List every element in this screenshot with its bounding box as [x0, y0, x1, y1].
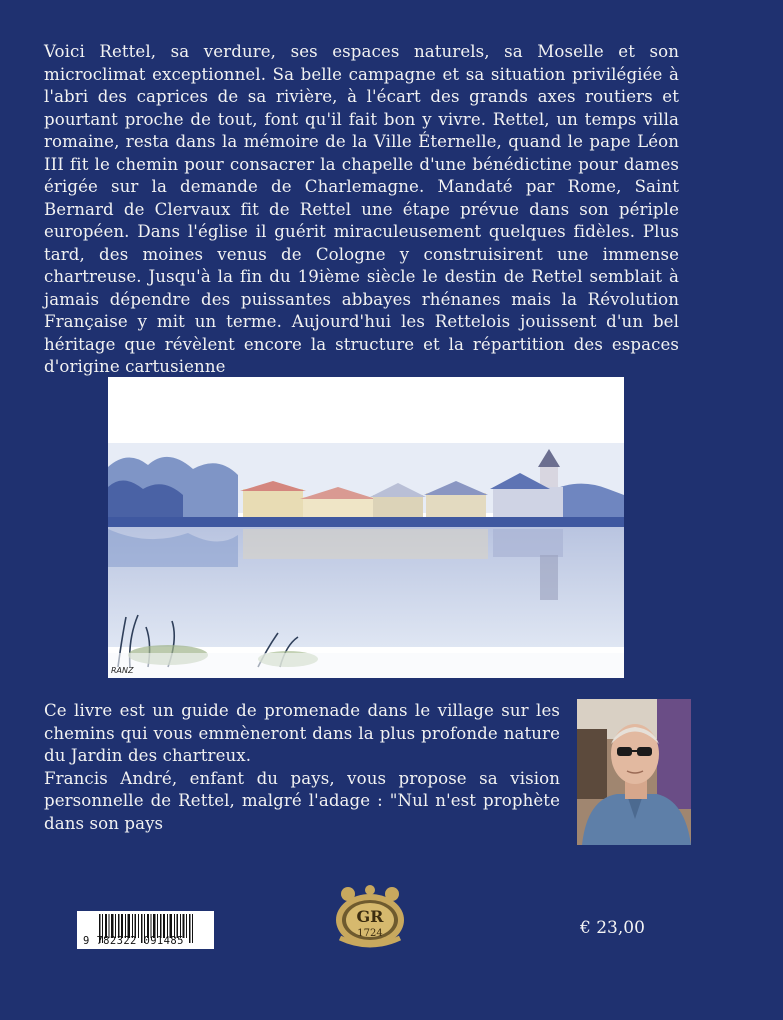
- village-watercolor-painting: [108, 377, 624, 678]
- logo-year: 1724: [357, 928, 383, 939]
- guide-paragraph-1: Ce livre est un guide de promenade dans le village sur les chemins qui vous emmèneront dans la plus profonde nature du Jardin des chartreux.: [44, 701, 560, 765]
- guide-description: [44, 700, 560, 835]
- intro-paragraph: Voici Rettel, sa verdure, ses espaces naturels, sa Moselle et son microclimat exceptionnel. Sa belle campagne et sa situation privilégiée à l'abri des caprices de sa rivière, à l'écart des grands axes routiers et pourtant proche de tout, font qu'il fait bon y vivre. Rettel, un temps villa romaine, resta dans la mémoire de la Ville Éternelle, quand le pape Léon III fit le chemin pour consacrer la chapelle d'une bénédictine pour dames érigée sur la demande de Charlemagne. Mandaté par Rome, Saint Bernard de Clervaux fit de Rettel une étape prévue dans son périple européen. Dans l'église il guérit miraculeusement quelques fidèles. Plus tard, des moines venus de Cologne y construisirent une immense chartreuse. Jusqu'à la fin du 19ième siècle le destin de Rettel semblait à jamais dépendre des puissantes abbayes rhénanes mais la Révolution Française y mit un terme. Aujourd'hui les Rettelois jouissent d'un bel héritage que révèlent encore la structure et la répartition des espaces d'origine cartusienne: [44, 42, 679, 376]
- isbn-barcode: [77, 911, 214, 949]
- logo-monogram: GR: [356, 907, 384, 926]
- painting-illustration: [108, 377, 624, 678]
- painting-signature: RANZ: [111, 666, 134, 675]
- author-portrait: [577, 699, 691, 845]
- author-photo: [577, 699, 691, 845]
- publisher-logo: [330, 884, 410, 952]
- guide-paragraph-2: Francis André, enfant du pays, vous propose sa vision personnelle de Rettel, malgré l'adage : "Nul n'est prophète dans son pays: [44, 768, 560, 833]
- price-label: € 23,00: [580, 918, 645, 938]
- isbn-digits: 9 782322 091485: [83, 935, 184, 947]
- publisher-emblem: [330, 884, 410, 952]
